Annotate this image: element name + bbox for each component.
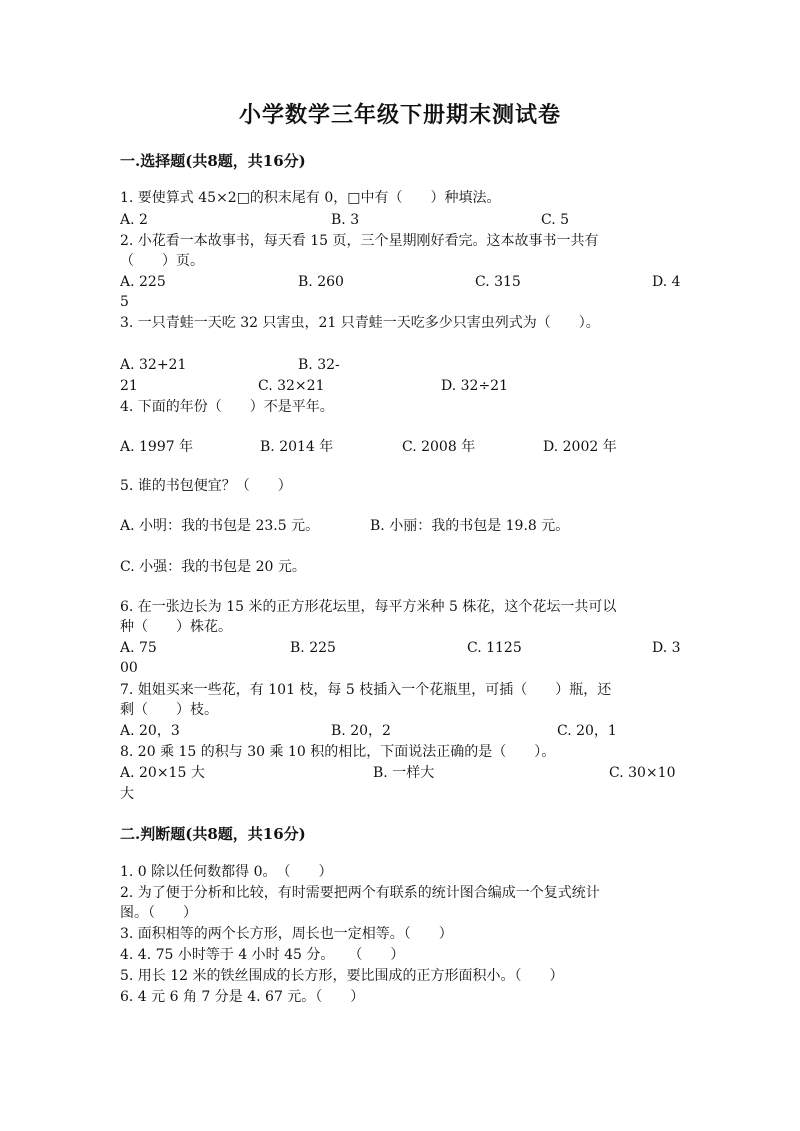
question-3-option-d: D. 32÷21 xyxy=(441,378,508,394)
question-6-option-c: C. 1125 xyxy=(467,640,522,656)
question-3-stem: 3. 一只青蛙一天吃 32 只害虫，21 只青蛙一天吃多少只害虫列式为（ ）。 xyxy=(120,315,600,331)
question-5-stem: 5. 谁的书包便宜？（ ） xyxy=(120,478,292,494)
question-8-option-c: C. 30×10 xyxy=(609,765,676,781)
question-2-option-a: A. 225 xyxy=(120,274,166,290)
question-7-option-a: A. 20，3 xyxy=(120,723,180,739)
question-2-stem-line2: （ ）页。 xyxy=(120,253,204,269)
question-1-stem: 1. 要使算式 45×2□的积末尾有 0，□中有（ ）种填法。 xyxy=(120,190,501,206)
question-3-option-a: A. 32+21 xyxy=(120,357,187,373)
question-7-option-b: B. 20，2 xyxy=(331,723,391,739)
question-4-stem: 4. 下面的年份（ ）不是平年。 xyxy=(120,399,334,415)
page-title: 小学数学三年级下册期末测试卷 xyxy=(238,102,561,128)
question-7-stem-line2: 剩（ ）枝。 xyxy=(120,702,218,718)
question-2-option-d: D. 4 xyxy=(652,274,681,290)
question-8-option-a: A. 20×15 大 xyxy=(120,765,205,781)
question-8-option-c-wrap: 大 xyxy=(120,786,134,802)
question-6-stem-line2: 种（ ）株花。 xyxy=(120,619,232,635)
judgement-4: 4. 4. 75 小时等于 4 小时 45 分。 （ ） xyxy=(120,947,405,963)
judgement-6: 6. 4 元 6 角 7 分是 4. 67 元。（ ） xyxy=(120,989,365,1005)
judgement-5: 5. 用长 12 米的铁丝围成的长方形，要比围成的正方形面积小。（ ） xyxy=(120,968,564,984)
question-5-option-a: A. 小明：我的书包是 23.5 元。 xyxy=(120,518,320,534)
question-1-option-a: A. 2 xyxy=(120,212,148,228)
question-4-option-d: D. 2002 年 xyxy=(543,439,617,455)
question-6-option-d-wrap: 00 xyxy=(120,660,138,676)
question-4-option-a: A. 1997 年 xyxy=(120,439,194,455)
question-6-option-d: D. 3 xyxy=(652,640,681,656)
question-6-stem-line1: 6. 在一张边长为 15 米的正方形花坛里，每平方米种 5 株花，这个花坛一共可以 xyxy=(120,599,617,615)
question-8-stem: 8. 20 乘 15 的积与 30 乘 10 积的相比，下面说法正确的是（ ）。 xyxy=(120,744,556,760)
question-1-option-b: B. 3 xyxy=(331,212,360,228)
question-8-option-b: B. 一样大 xyxy=(373,765,435,781)
question-5-option-c: C. 小强：我的书包是 20 元。 xyxy=(120,559,306,575)
section-heading-choice: 一.选择题(共8题，共16分) xyxy=(120,152,306,170)
question-2-option-b: B. 260 xyxy=(298,274,344,290)
judgement-2-line1: 2. 为了便于分析和比较，有时需要把两个有联系的统计图合编成一个复式统计 xyxy=(120,885,600,901)
question-6-option-a: A. 75 xyxy=(120,640,157,656)
question-7-option-c: C. 20，1 xyxy=(557,723,617,739)
question-3-option-b-wrap: 21 xyxy=(120,378,138,394)
question-2-option-c: C. 315 xyxy=(475,274,521,290)
judgement-1: 1. 0 除以任何数都得 0。 （ ） xyxy=(120,864,333,880)
section-heading-judgement: 二.判断题(共8题，共16分) xyxy=(120,825,306,843)
question-7-stem-line1: 7. 姐姐买来一些花，有 101 枝，每 5 枝插入一个花瓶里，可插（ ）瓶，还 xyxy=(120,682,612,698)
question-2-stem-line1: 2. 小花看一本故事书，每天看 15 页，三个星期刚好看完。这本故事书一共有 xyxy=(120,233,599,249)
question-5-option-b: B. 小丽：我的书包是 19.8 元。 xyxy=(370,518,570,534)
judgement-2-line2: 图。（ ） xyxy=(120,905,197,921)
question-2-option-d-wrap: 5 xyxy=(120,294,129,310)
question-4-option-b: B. 2014 年 xyxy=(260,439,334,455)
question-6-option-b: B. 225 xyxy=(290,640,336,656)
question-3-option-c: C. 32×21 xyxy=(258,378,325,394)
question-1-option-c: C. 5 xyxy=(541,212,570,228)
judgement-3: 3. 面积相等的两个长方形，周长也一定相等。（ ） xyxy=(120,926,453,942)
question-3-option-b: B. 32- xyxy=(298,357,340,373)
question-4-option-c: C. 2008 年 xyxy=(402,439,476,455)
